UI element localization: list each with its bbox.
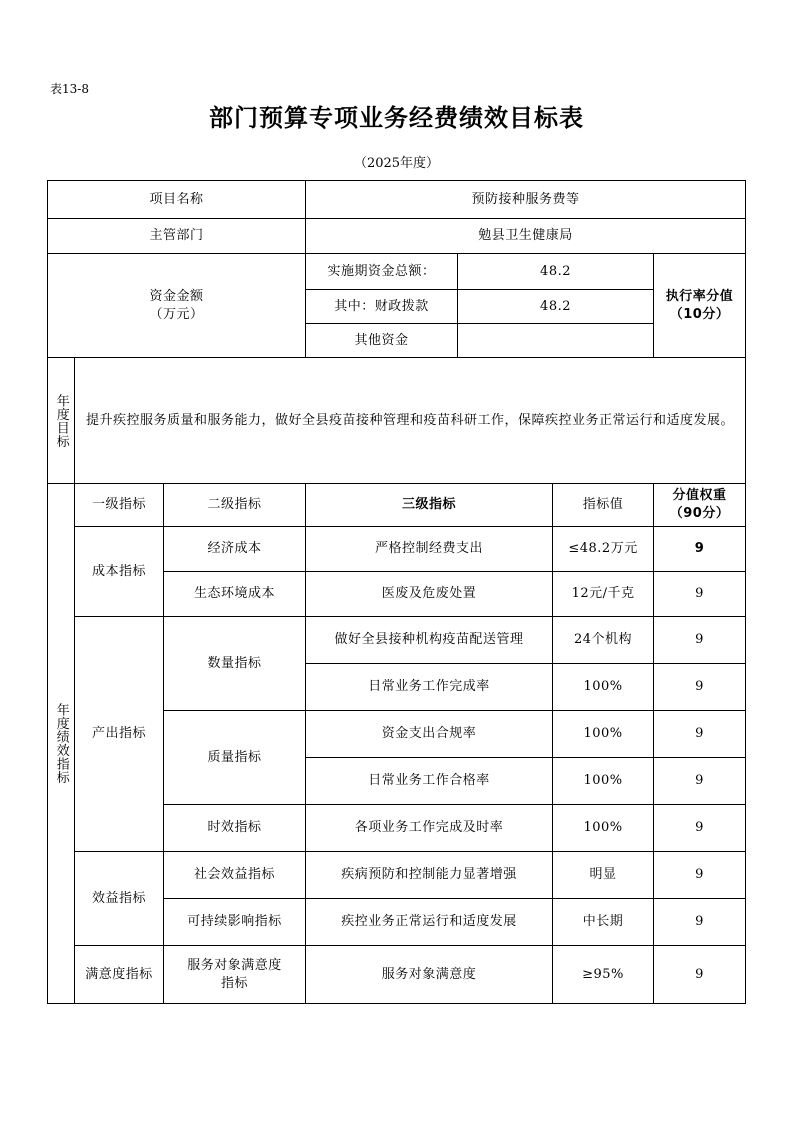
table-row (48, 946, 746, 1004)
header-weight: 分值权重 （90分） (654, 484, 746, 527)
annual-goal-label: 年度目标 (48, 358, 75, 484)
subgroup-eco-cost: 生态环境成本 (164, 572, 306, 617)
table-row (48, 617, 746, 664)
header-level3: 三级指标 (306, 484, 553, 527)
indicator-value: 100% (553, 664, 654, 711)
performance-target-table (47, 180, 746, 1004)
group-benefit: 效益指标 (75, 852, 164, 946)
level3-indicator: 疾控业务正常运行和适度发展 (306, 899, 553, 946)
total-fund-value: 48.2 (458, 254, 654, 290)
level3-indicator: 疾病预防和控制能力显著增强 (306, 852, 553, 899)
level3-indicator: 日常业务工作合格率 (306, 758, 553, 805)
table-row (48, 527, 746, 572)
indicator-weight: 9 (654, 805, 746, 852)
subgroup-quality: 质量指标 (164, 711, 306, 805)
indicator-header-row (48, 484, 746, 527)
indicator-weight: 9 (654, 852, 746, 899)
table-row (48, 852, 746, 899)
level3-indicator: 各项业务工作完成及时率 (306, 805, 553, 852)
indicator-weight: 9 (654, 946, 746, 1004)
indicator-value: 明显 (553, 852, 654, 899)
other-fund-value (458, 324, 654, 358)
indicator-value: 24个机构 (553, 617, 654, 664)
indicator-value: 100% (553, 711, 654, 758)
level3-indicator: 严格控制经费支出 (306, 527, 553, 572)
annual-goal-text: 提升疾控服务质量和服务能力，做好全县疫苗接种管理和疫苗科研工作，保障疾控业务正常运行和适度发展。 (75, 358, 746, 484)
department-label: 主管部门 (48, 219, 306, 254)
header-indicator-value: 指标值 (553, 484, 654, 527)
level3-indicator: 服务对象满意度 (306, 946, 553, 1004)
project-name-value: 预防接种服务费等 (306, 181, 746, 219)
indicator-weight: 9 (654, 758, 746, 805)
indicator-value: 100% (553, 758, 654, 805)
funding-total-row (48, 254, 746, 290)
indicator-weight: 9 (654, 711, 746, 758)
level3-indicator: 医废及危废处置 (306, 572, 553, 617)
annual-indicators-label: 年度绩效指标 (48, 484, 75, 1004)
group-cost: 成本指标 (75, 527, 164, 617)
indicator-value: 100% (553, 805, 654, 852)
indicator-weight: 9 (654, 617, 746, 664)
subgroup-social: 社会效益指标 (164, 852, 306, 899)
project-name-label: 项目名称 (48, 181, 306, 219)
indicator-value: ≤48.2万元 (553, 527, 654, 572)
subgroup-economic-cost: 经济成本 (164, 527, 306, 572)
project-name-row (48, 181, 746, 219)
department-row (48, 219, 746, 254)
execution-rate-score: 执行率分值 （10分） (654, 254, 746, 358)
other-fund-label: 其他资金 (306, 324, 458, 358)
indicator-weight: 9 (654, 899, 746, 946)
annual-goal-row (48, 358, 746, 484)
level3-indicator: 做好全县接种机构疫苗配送管理 (306, 617, 553, 664)
group-satisfaction: 满意度指标 (75, 946, 164, 1004)
indicator-value: 12元/千克 (553, 572, 654, 617)
subgroup-service-satisfaction: 服务对象满意度 指标 (164, 946, 306, 1004)
subgroup-quantity: 数量指标 (164, 617, 306, 711)
header-level1: 一级指标 (75, 484, 164, 527)
fiscal-year: （2025年度） (353, 156, 440, 171)
fund-amount-label: 资金金额 （万元） (48, 254, 306, 358)
page-title: 部门预算专项业务经费绩效目标表 (209, 104, 584, 132)
table-number: 表13-8 (50, 82, 89, 96)
indicator-value: ≥95% (553, 946, 654, 1004)
subgroup-timeliness: 时效指标 (164, 805, 306, 852)
total-fund-label: 实施期资金总额： (306, 254, 458, 290)
level3-indicator: 资金支出合规率 (306, 711, 553, 758)
subgroup-sustainable: 可持续影响指标 (164, 899, 306, 946)
level3-indicator: 日常业务工作完成率 (306, 664, 553, 711)
indicator-weight: 9 (654, 664, 746, 711)
indicator-weight: 9 (654, 572, 746, 617)
fiscal-fund-value: 48.2 (458, 290, 654, 324)
group-output: 产出指标 (75, 617, 164, 852)
header-level2: 二级指标 (164, 484, 306, 527)
indicator-weight: 9 (654, 527, 746, 572)
indicator-value: 中长期 (553, 899, 654, 946)
department-value: 勉县卫生健康局 (306, 219, 746, 254)
fiscal-fund-label: 其中：财政拨款 (306, 290, 458, 324)
